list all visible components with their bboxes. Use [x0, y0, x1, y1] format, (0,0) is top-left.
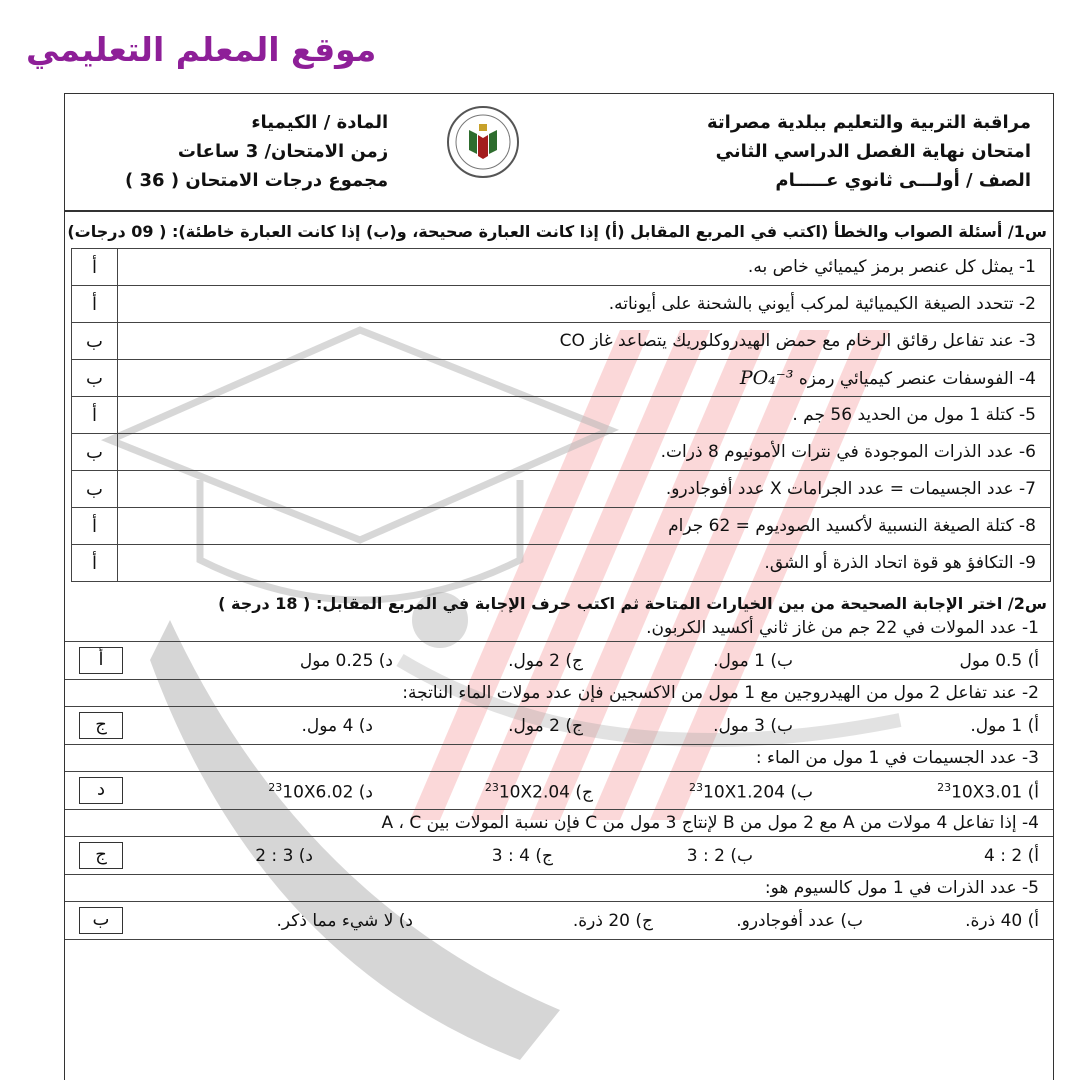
q1-title: س1/ أسئلة الصواب والخطأ (اكتب في المربع المقابل (أ) إذا كانت العبارة صحيحة، و(ب) إذا كانت العبارة خاطئة): ( 09 درجات): [67, 222, 1047, 241]
mcq-question: 4- إذا تفاعل 4 مولات من A مع 2 مول من B لإنتاج 3 مول من C فإن نسبة المولات بين A ، C: [65, 810, 1053, 837]
table-row: [72, 508, 1051, 545]
option-prefix: ج): [575, 782, 593, 803]
option-b: ب) عدد أفوجادرو.: [736, 911, 863, 931]
total-marks: مجموع درجات الامتحان ( 36 ): [125, 170, 389, 191]
option-c: ج) 2 مول.: [508, 716, 583, 736]
statement: 7- عدد الجسيمات = عدد الجرامات X عدد أفوجادرو.: [118, 471, 1051, 508]
true-false-table: [71, 248, 1051, 582]
statement: 5- كتلة 1 مول من الحديد 56 جم .: [118, 397, 1051, 434]
option-a: [937, 781, 1039, 803]
table-row: [72, 471, 1051, 508]
option-d: د) 3 : 2: [255, 846, 313, 866]
mcq-question: 2- عند تفاعل 2 مول من الهيدروجين مع 1 مول من الاكسجين فإن عدد مولات الماء الناتجة:: [65, 680, 1053, 707]
table-row: [72, 323, 1051, 360]
answer-cell: أ: [72, 545, 118, 582]
table-row: [72, 249, 1051, 286]
option-a: أ) 0.5 مول: [959, 651, 1039, 671]
header-right: [707, 108, 1031, 195]
answer-cell: أ: [72, 286, 118, 323]
option-value: 10X6.02: [282, 782, 354, 803]
statement-text: 4- الفوسفات عنصر كيميائي رمزه: [798, 369, 1036, 389]
answer-cell: ب: [72, 434, 118, 471]
option-value: 10X1.204: [703, 782, 785, 803]
mcq-options: [65, 772, 1053, 810]
grade-label: الصف / أولـــى ثانوي عـــــام: [775, 170, 1031, 191]
exam-sheet: [64, 93, 1054, 1080]
option-d: د) لا شيء مما ذكر.: [276, 911, 413, 931]
option-d: د) 0.25 مول: [299, 651, 393, 671]
exam-name: امتحان نهاية الفصل الدراسي الثاني: [715, 141, 1031, 162]
q2-title: س2/ اختر الإجابة الصحيحة من بين الخيارات المتاحة ثم اكتب حرف الإجابة في المربع المقابل: ( 18 درجة ): [218, 594, 1047, 613]
subject-label: المادة / الكيمياء: [251, 112, 389, 133]
option-d: [268, 781, 373, 803]
statement: 1- يمثل كل عنصر برمز كيميائي خاص به.: [118, 249, 1051, 286]
option-prefix: أ): [1027, 782, 1039, 803]
exponent: 23: [689, 781, 703, 794]
answer-cell: أ: [72, 397, 118, 434]
mcq-question: 5- عدد الذرات في 1 مول كالسيوم هو:: [65, 875, 1053, 902]
answer-cell: ب: [72, 471, 118, 508]
option-b: ب) 3 مول.: [713, 716, 793, 736]
statement: [118, 360, 1051, 397]
exponent: 23: [937, 781, 952, 794]
site-title: موقع المعلم التعليمي: [26, 30, 377, 69]
statement: 9- التكافؤ هو قوة اتحاد الذرة أو الشق.: [118, 545, 1051, 582]
option-c: ج) 2 مول.: [508, 651, 583, 671]
header-left: [125, 108, 388, 195]
option-c: ج) 4 : 3: [491, 846, 553, 866]
option-prefix: د): [358, 782, 373, 803]
option-b: ب) 2 : 3: [686, 846, 753, 866]
option-c: ج) 20 ذرة.: [572, 911, 653, 931]
option-d: د) 4 مول.: [301, 716, 373, 736]
ministry-logo: [445, 104, 521, 180]
option-c: [485, 781, 593, 803]
mcq-section: [65, 615, 1053, 940]
option-a: أ) 40 ذرة.: [965, 911, 1039, 931]
answer-cell: أ: [72, 508, 118, 545]
table-row: [72, 286, 1051, 323]
statement: 8- كتلة الصيغة النسبية لأكسيد الصوديوم = 62 جرام: [118, 508, 1051, 545]
option-b: [689, 781, 813, 803]
answer-box: أ: [79, 647, 123, 674]
option-value: 10X3.01: [951, 782, 1023, 803]
table-row: [72, 397, 1051, 434]
answer-cell: أ: [72, 249, 118, 286]
education-office: مراقبة التربية والتعليم ببلدية مصراتة: [706, 112, 1031, 133]
statement: 6- عدد الذرات الموجودة في نترات الأمونيوم 8 ذرات.: [118, 434, 1051, 471]
mcq-options: [65, 902, 1053, 940]
option-prefix: ب): [790, 782, 813, 803]
mcq-options: [65, 707, 1053, 745]
answer-box: ج: [79, 712, 123, 739]
mcq-question: 3- عدد الجسيمات في 1 مول من الماء :: [65, 745, 1053, 772]
exponent: 23: [268, 781, 283, 794]
exponent: 23: [484, 781, 499, 794]
statement: 3- عند تفاعل رقائق الرخام مع حمض الهيدروكلوريك يتصاعد غاز CO: [118, 323, 1051, 360]
mcq-options: [65, 837, 1053, 875]
mcq-question: 1- عدد المولات في 22 جم من غاز ثاني أكسيد الكربون.: [65, 615, 1053, 642]
option-a: أ) 2 : 4: [984, 846, 1039, 866]
exam-header: [65, 94, 1053, 212]
option-b: ب) 1 مول.: [713, 651, 793, 671]
table-row: [72, 434, 1051, 471]
table-row: [72, 360, 1051, 397]
answer-box: ب: [79, 907, 123, 934]
mcq-options: [65, 642, 1053, 680]
answer-box: د: [79, 777, 123, 804]
exam-duration: زمن الامتحان/ 3 ساعات: [177, 141, 389, 162]
phosphate-formula: PO₄⁻³: [739, 367, 794, 389]
table-row: [72, 545, 1051, 582]
answer-cell: ب: [72, 360, 118, 397]
answer-cell: ب: [72, 323, 118, 360]
statement: 2- تتحدد الصيغة الكيميائية لمركب أيوني بالشحنة على أيوناته.: [118, 286, 1051, 323]
option-value: 10X2.04: [498, 782, 570, 803]
option-a: أ) 1 مول.: [970, 716, 1039, 736]
answer-box: ج: [79, 842, 123, 869]
